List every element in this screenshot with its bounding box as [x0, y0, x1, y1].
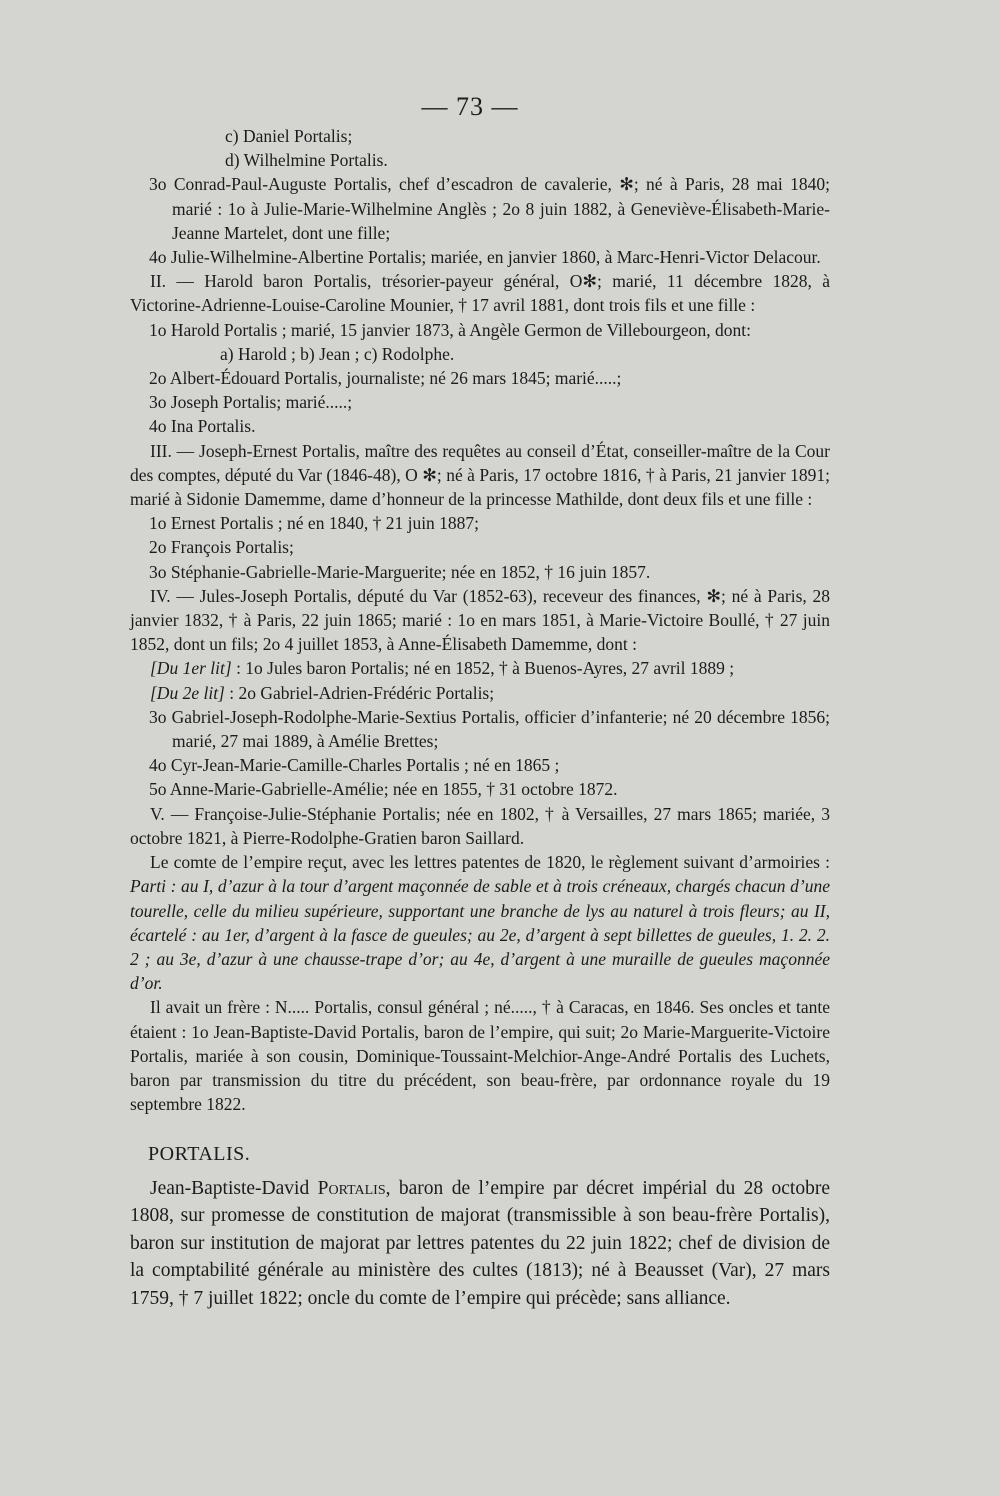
section-iv-4: 4o Cyr-Jean-Marie-Camille-Charles Portalis ; né en 1865 ;: [149, 755, 560, 776]
entry-4: 4o Julie-Wilhelmine-Albertine Portalis; mariée, en janvier 1860, à Marc-Henri-Victor Delacour.: [149, 247, 821, 268]
section-ii-1: 1o Harold Portalis ; marié, 15 janvier 1873, à Angèle Germon de Villebourgeon, dont:: [149, 319, 751, 340]
section-iii-2: 2o François Portalis;: [149, 537, 294, 558]
section-ii-4: 4o Ina Portalis.: [149, 416, 256, 437]
section-v: V. — Françoise-Julie-Stéphanie Portalis; née en 1802, † à Versailles, 27 mars 1865; mariée, 3 octobre 1821, à Pierre-Rodolphe-Gratien baron Saillard.: [130, 803, 830, 848]
section-iii: III. — Joseph-Ernest Portalis, maître des requêtes au conseil d’État, conseiller-maître de la Cour des comptes, député du Var (1846-48), O ✻; né à Paris, 17 octobre 1816, † à Paris, 21 janvier 1891; marié à Sidonie Damemme, dame d’honneur de la princesse Mathilde, dont deux fils et une fille :: [130, 440, 830, 510]
jbd-surname: Portalis: [317, 1177, 386, 1199]
entry-3: 3o Conrad-Paul-Auguste Portalis, chef d’escadron de cavalerie, ✻; né à Paris, 28 mai 1840; marié : 1o à Julie-Marie-Wilhelmine Anglès ; 2o 8 juin 1882, à Geneviève-Élisabeth-Marie-Jeanne Martelet, dont une fille;: [149, 174, 830, 243]
section-iv-lit2: [130, 681, 830, 705]
arms-blazon: Parti : au I, d’azur à la tour d’argent maçonnée de sable et à trois créneaux, chargés chacun d’une tourelle, celle du milieu supérieure, supportant une branche de lys au naturel à trois fleurs; au II, écartelé : au 1er, d’argent à la fasce de gueules; au 2e, d’argent à sept billettes de gueules, 1. 2. 2. 2 ; au 3e, d’azur à une chausse-trape d’or; au 4e, d’argent à une muraille de gueules maçonnée d’or.: [130, 876, 830, 994]
line-c: c) Daniel Portalis;: [225, 126, 353, 146]
section-iv: IV. — Jules-Joseph Portalis, député du Var (1852-63), receveur des finances, ✻; né à Paris, 28 janvier 1832, † à Paris, 22 juin 1865; marié : 1o en mars 1851, à Marie-Victoire Boullé, † 27 juin 1852, dont un fils; 2o 4 juillet 1853, à Anne-Élisabeth Damemme, dont :: [130, 585, 830, 655]
lit1-label: [Du 1er lit]: [150, 658, 232, 679]
lit2-text: : 2o Gabriel-Adrien-Frédéric Portalis;: [224, 682, 495, 703]
line-d: d) Wilhelmine Portalis.: [225, 150, 388, 171]
lit1-text: : 1o Jules baron Portalis; né en 1852, † à Buenos-Ayres, 27 avril 1889 ;: [231, 658, 735, 679]
brother-paragraph: Il avait un frère : N..... Portalis, consul général ; né....., † à Caracas, en 1846. Ses oncles et tante étaient : 1o Jean-Baptiste-David Portalis, baron de l’empire, qui suit; 2o Marie-Marguerite-Victoire Portalis, mariée à son cousin, Dominique-Toussaint-Melchior-Ange-André Portalis des Luchets, baron par transmission du titre du précédent, son beau-frère, par ordonnance royale du 19 septembre 1822.: [130, 997, 830, 1115]
section-ii-1-children: a) Harold ; b) Jean ; c) Rodolphe.: [220, 343, 455, 364]
jbd-name: Jean-Baptiste-David: [150, 1177, 318, 1199]
section-iv-3: 3o Gabriel-Joseph-Rodolphe-Marie-Sextius Portalis, officier d’infanterie; né 20 décembre 1856; marié, 27 mai 1889, à Amélie Brettes;: [149, 706, 830, 752]
jbd-text: , baron de l’empire par décret impérial du 28 octobre 1808, sur promesse de constitution de majorat (transmissible à son beau-frère Portalis), baron sur institution de majorat par lettres patentes du 22 juin 1822; chef de division de la comptabilité générale au ministère des cultes (1813); né à Beausset (Var), 27 mars 1759, † 7 juillet 1822; oncle du comte de l’empire qui précède; sans alliance.: [130, 1177, 830, 1309]
section-heading: PORTALIS.: [148, 1143, 251, 1166]
jbd-paragraph: [130, 1175, 830, 1313]
page-number: — 73 —: [421, 92, 519, 121]
section-iv-5: 5o Anne-Marie-Gabrielle-Amélie; née en 1855, † 31 octobre 1872.: [149, 779, 618, 800]
lit2-label: [Du 2e lit]: [150, 682, 225, 703]
arms-paragraph: [130, 850, 830, 995]
section-ii-2: 2o Albert-Édouard Portalis, journaliste; né 26 mars 1845; marié.....;: [149, 368, 622, 389]
section-ii: II. — Harold baron Portalis, trésorier-payeur général, O✻; marié, 11 décembre 1828, à Victorine-Adrienne-Louise-Caroline Mounier, † 17 avril 1881, dont trois fils et une fille :: [130, 271, 830, 316]
section-iii-3: 3o Stéphanie-Gabrielle-Marie-Marguerite; née en 1852, † 16 juin 1857.: [149, 561, 651, 582]
arms-intro: Le comte de l’empire reçut, avec les lettres patentes de 1820, le règlement suivant d’armoiries :: [150, 852, 830, 873]
page-body: [130, 124, 830, 1313]
section-iii-1: 1o Ernest Portalis ; né en 1840, † 21 juin 1887;: [149, 513, 480, 534]
section-ii-3: 3o Joseph Portalis; marié.....;: [149, 392, 353, 413]
section-iv-lit1: [130, 656, 830, 680]
